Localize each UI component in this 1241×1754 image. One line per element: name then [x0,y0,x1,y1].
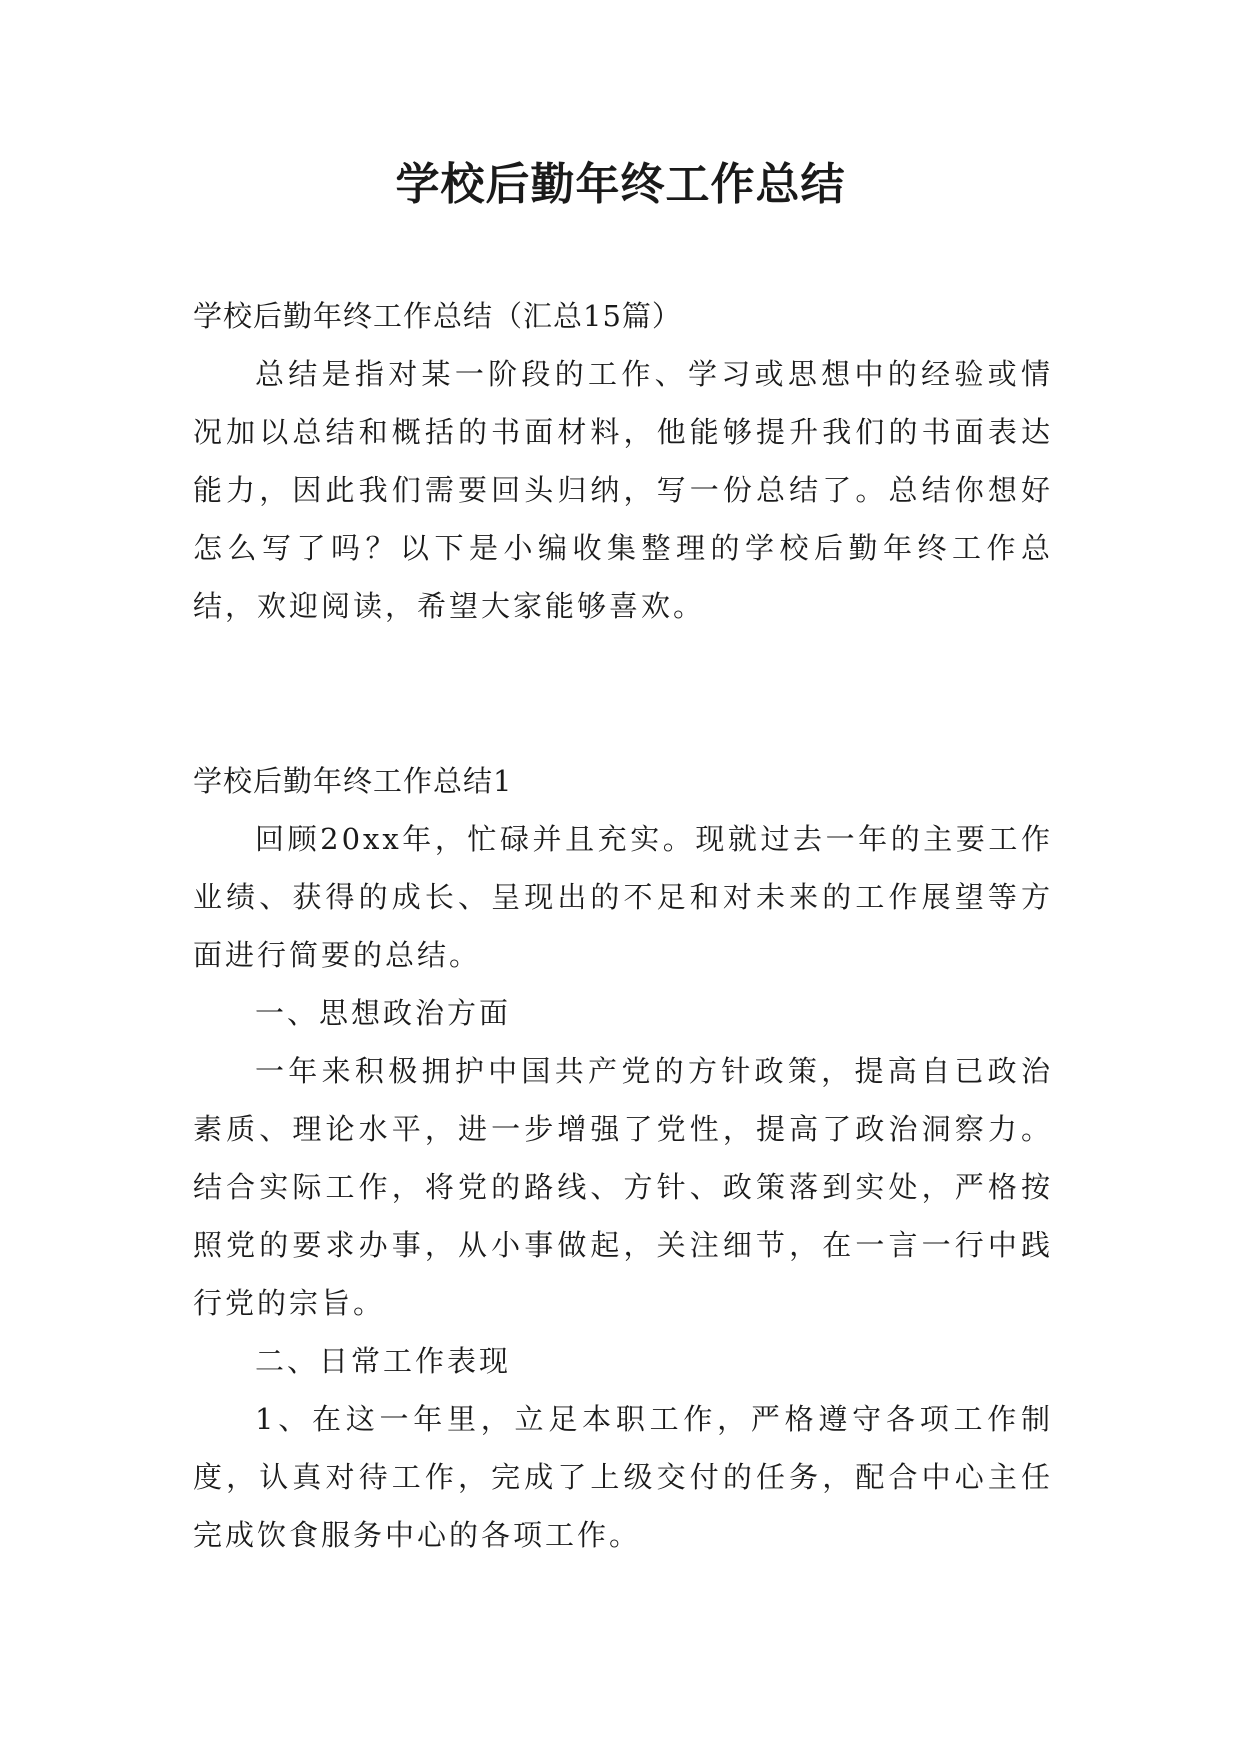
daily-item-1: 1、在这一年里，立足本职工作，严格遵守各项工作制度，认真对待工作，完成了上级交付的任务，配合中心主任完成饮食服务中心的各项工作。 [193,1402,1053,1552]
collection-heading: 学校后勤年终工作总结（汇总15篇） [193,299,682,333]
document-body [193,287,1053,1564]
section-spacer [193,635,1053,752]
political-paragraph: 一年来积极拥护中国共产党的方针政策，提高自已政治素质、理论水平，进一步增强了党性，提高了政治洞察力。结合实际工作，将党的路线、方针、政策落到实处，严格按照党的要求办事，从小事做起，关注细节，在一言一行中践行党的宗旨。 [193,1054,1053,1320]
review-paragraph: 回顾20xx年，忙碌并且充实。现就过去一年的主要工作业绩、获得的成长、呈现出的不足和对未来的工作展望等方面进行简要的总结。 [193,822,1053,972]
political-heading: 一、思想政治方面 [255,996,512,1030]
daily-heading: 二、日常工作表现 [255,1344,512,1378]
document-title: 学校后勤年终工作总结 [395,159,846,210]
intro-paragraph: 总结是指对某一阶段的工作、学习或思想中的经验或情况加以总结和概括的书面材料，他能够提升我们的书面表达能力，因此我们需要回头归纳，写一份总结了。总结你想好怎么写了吗？以下是小编收集整理的学校后勤年终工作总结，欢迎阅读，希望大家能够喜欢。 [193,357,1053,623]
section-heading: 学校后勤年终工作总结1 [193,764,513,798]
